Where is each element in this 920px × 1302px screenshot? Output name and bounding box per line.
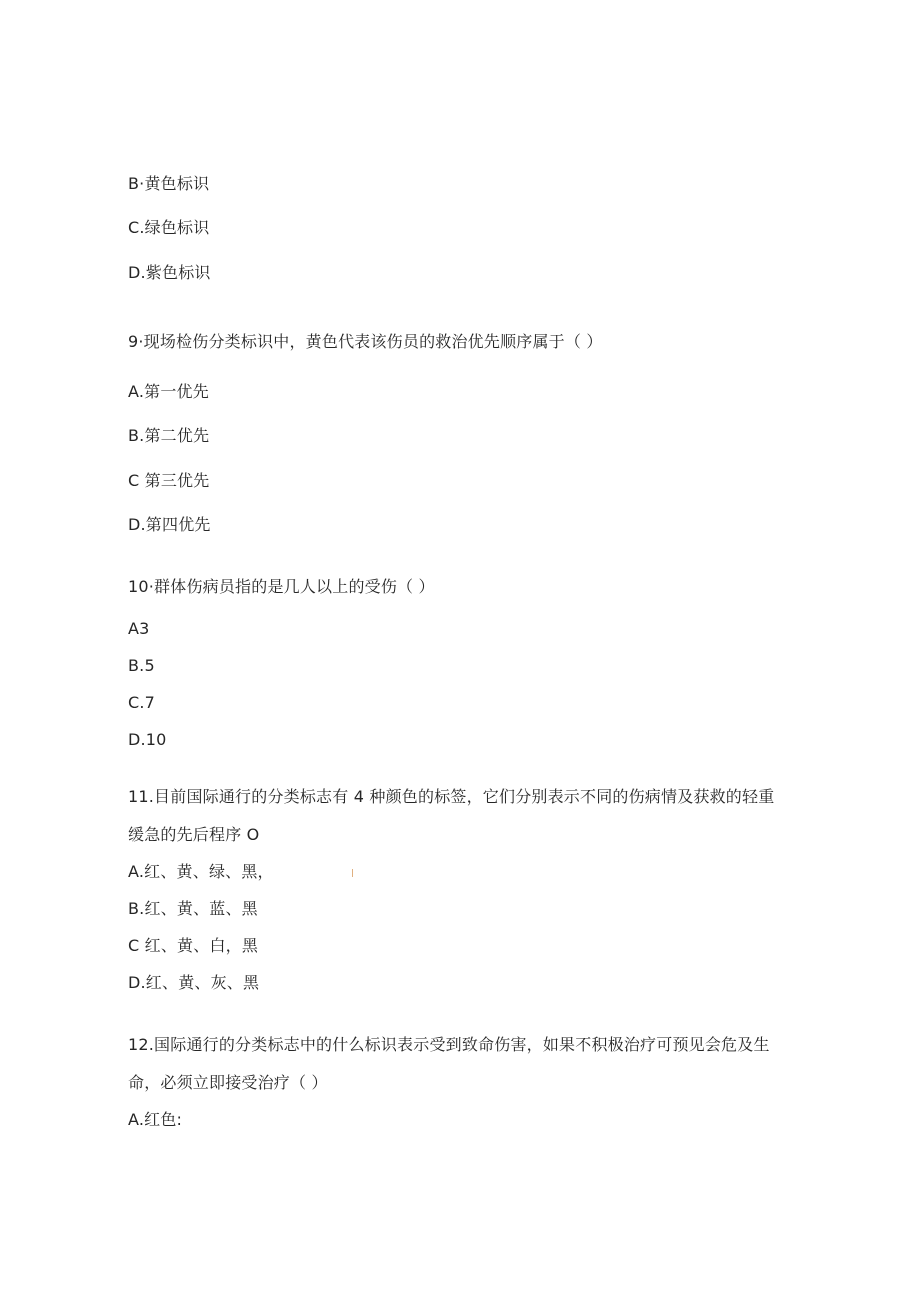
q10-option-d: D.10 — [128, 730, 167, 749]
q10-option-b: B.5 — [128, 656, 155, 675]
q11-option-d: D.红、黄、灰、黑 — [128, 973, 260, 992]
q11-option-c: C 红、黄、白，黑 — [128, 936, 259, 955]
q8-option-c: C.绿色标识 — [128, 218, 210, 237]
q9-stem: 9·现场检伤分类标识中，黄色代表该伤员的救治优先顺序属于（ ） — [128, 332, 603, 351]
q11-option-b: B.红、黄、蓝、黑 — [128, 899, 258, 918]
q12-option-a: A.红色: — [128, 1110, 183, 1129]
q9-option-b: B.第二优先 — [128, 426, 210, 445]
q10-stem: 10·群体伤病员指的是几人以上的受伤（ ） — [128, 577, 435, 596]
q8-option-d: D.紫色标识 — [128, 263, 211, 282]
q9-option-a: A.第一优先 — [128, 382, 209, 401]
q12-stem: 12.国际通行的分类标志中的什么标识表示受到致命伤害，如果不积极治疗可预见会危及生命，必须立即接受治疗（ ） — [128, 1035, 770, 1092]
q11-option-a: A.红、黄、绿、黑， — [128, 862, 274, 881]
q9-option-d: D.第四优先 — [128, 515, 211, 534]
q10-option-c: C.7 — [128, 693, 156, 712]
q8-option-b: B·黄色标识 — [128, 174, 210, 193]
stray-mark — [352, 869, 353, 877]
q11-stem: 11.目前国际通行的分类标志有 4 种颜色的标签，它们分别表示不同的伤病情及获救的轻重缓急的先后程序 O — [128, 787, 775, 844]
q9-option-c: C 第三优先 — [128, 471, 210, 490]
q10-option-a: A3 — [128, 619, 150, 638]
